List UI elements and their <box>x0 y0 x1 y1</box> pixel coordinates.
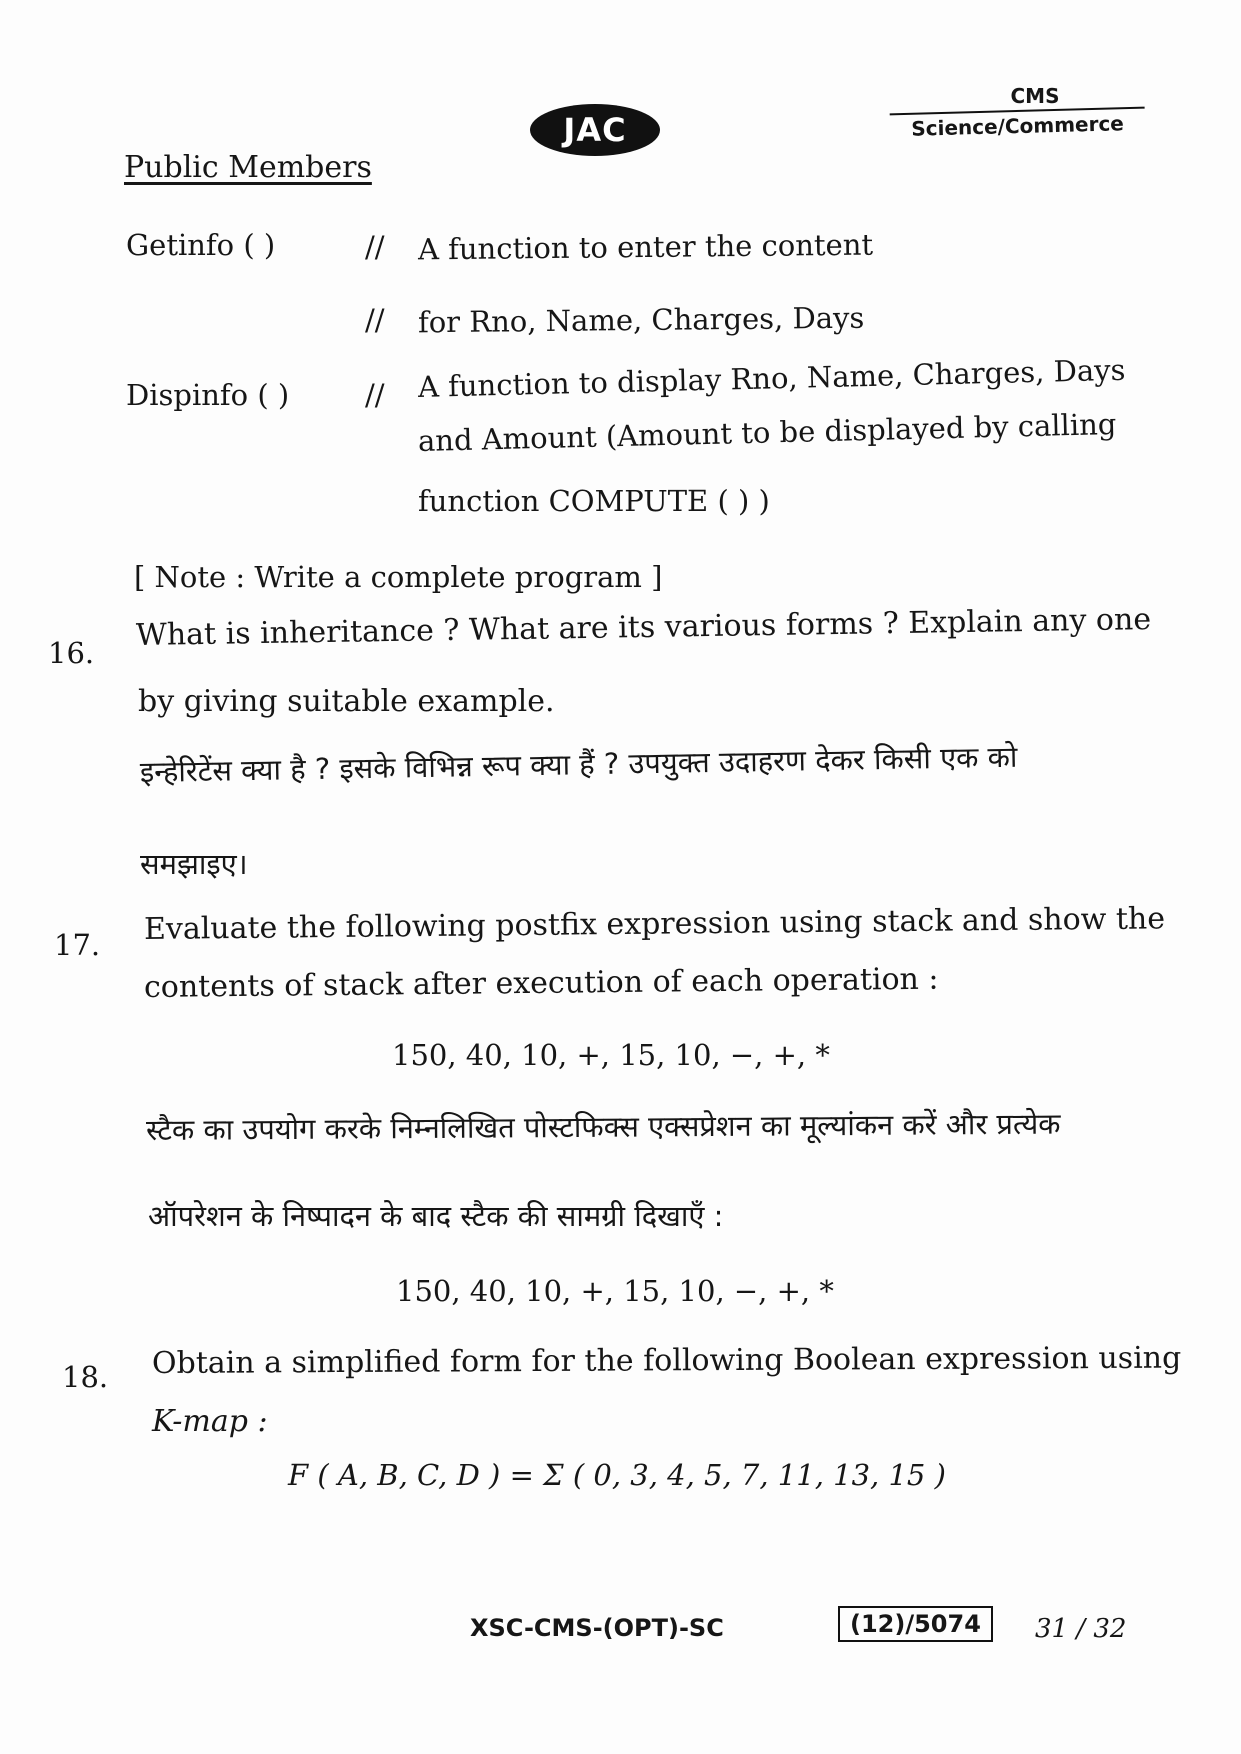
q16-english-line-1: What is inheritance ? What are its various forms ? Explain any one <box>135 602 1152 653</box>
note: [ Note : Write a complete program ] <box>134 560 663 594</box>
q16-hindi-line-2: समझाइए। <box>140 847 248 881</box>
comment-marker: // <box>365 303 385 337</box>
page-number: 31 / 32 <box>1035 1614 1127 1644</box>
q17-expression-hindi: 150, 40, 10, +, 15, 10, −, +, * <box>396 1274 834 1308</box>
getinfo-comment-line-1: A function to enter the content <box>417 227 874 267</box>
dispinfo-comment-line-1: A function to display Rno, Name, Charges, Days <box>417 352 1126 404</box>
q18-english-line-1: Obtain a simplified form for the following Boolean expression using <box>151 1340 1182 1381</box>
comment-marker: // <box>365 378 385 412</box>
section-title: Public Members <box>124 150 372 185</box>
q17-hindi-line-1: स्टैक का उपयोग करके निम्नलिखित पोस्टफिक्स एक्सप्रेशन का मूल्यांकन करें और प्रत्येक <box>145 1106 1061 1147</box>
q17-english-line-1: Evaluate the following postfix expression using stack and show the <box>143 901 1166 947</box>
getinfo-comment-line-2: for Rno, Name, Charges, Days <box>417 300 865 340</box>
member-getinfo: Getinfo ( ) <box>126 228 276 262</box>
question-number: 17. <box>54 928 101 962</box>
stream-label: Science/Commerce <box>890 107 1146 142</box>
q17-hindi-line-2: ऑपरेशन के निष्पादन के बाद स्टैक की सामग्री दिखाएँ : <box>148 1199 724 1233</box>
q16-hindi-line-1: इन्हेरिटेंस क्या है ? इसके विभिन्न रूप क्या हैं ? उपयुक्त उदाहरण देकर किसी एक को <box>139 739 1018 789</box>
subject-code: CMS <box>1010 84 1060 108</box>
dispinfo-comment-line-3: function COMPUTE ( ) ) <box>418 484 770 518</box>
paper-code-box: (12)/5074 <box>838 1606 993 1642</box>
dispinfo-comment-line-2: and Amount (Amount to be displayed by calling <box>417 406 1117 458</box>
member-dispinfo: Dispinfo ( ) <box>126 378 290 412</box>
q18-expression: F ( A, B, C, D ) = Σ ( 0, 3, 4, 5, 7, 11, 13, 15 ) <box>288 1458 946 1492</box>
q17-expression: 150, 40, 10, +, 15, 10, −, +, * <box>392 1038 830 1072</box>
q18-english-line-2: K-map : <box>152 1404 268 1439</box>
comment-marker: // <box>365 230 385 264</box>
q17-english-line-2: contents of stack after execution of each operation : <box>143 961 939 1005</box>
question-number: 16. <box>48 636 95 670</box>
jac-logo: JAC <box>530 104 660 156</box>
question-number: 18. <box>62 1360 109 1394</box>
q16-english-line-2: by giving suitable example. <box>138 684 555 719</box>
footer-code: XSC-CMS-(OPT)-SC <box>470 1614 724 1642</box>
